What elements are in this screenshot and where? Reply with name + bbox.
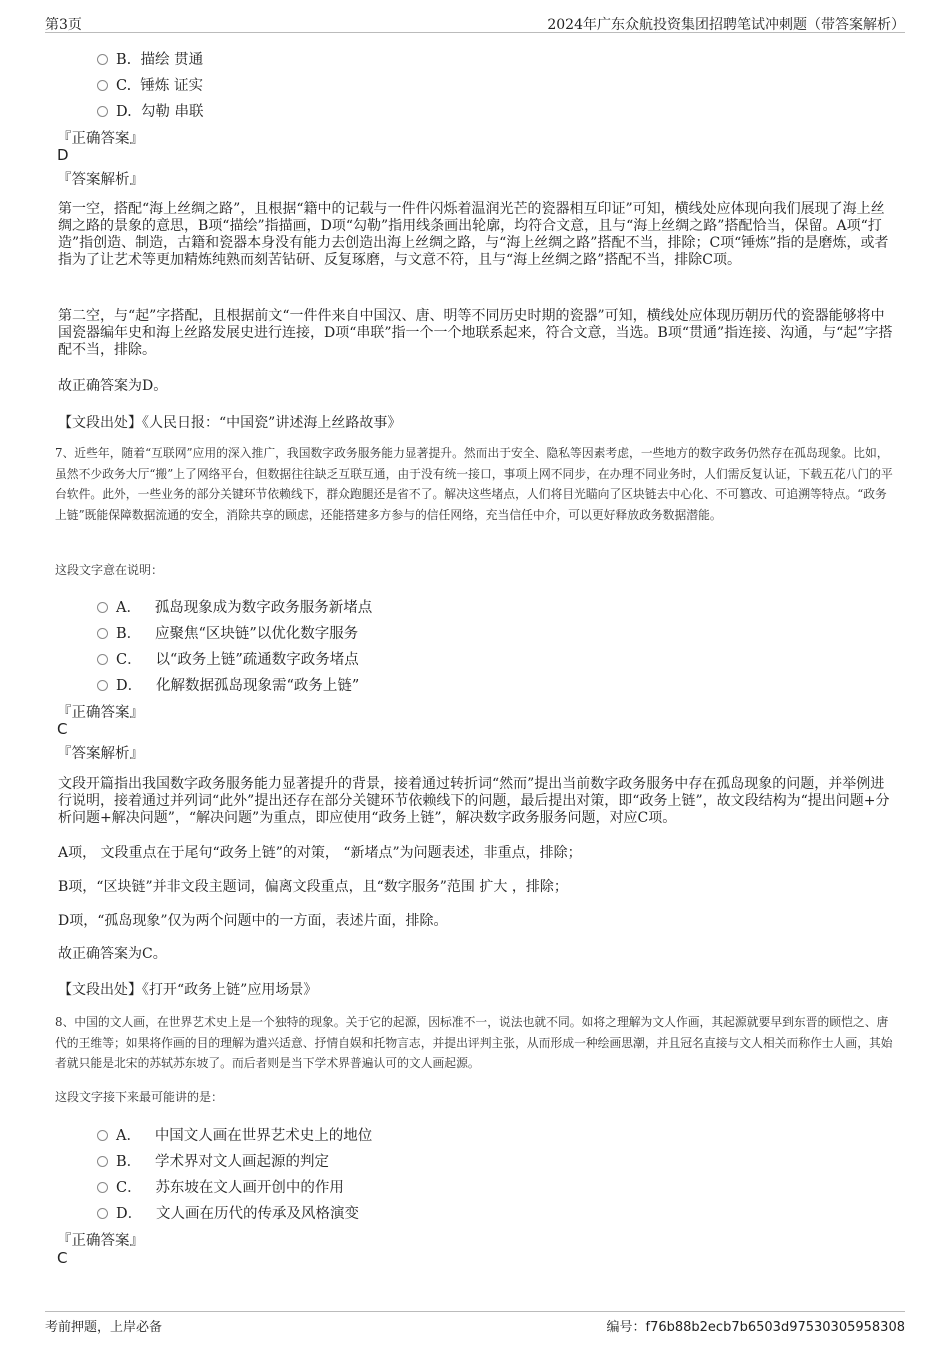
q6-analysis-label: 『答案解析』 — [57, 172, 144, 188]
q8-question-text: 8、中国的文人画，在世界艺术史上是一个独特的现象。关于它的起源，因标准不一，说法也就不同。如将之理解为文人作画，其起源就要早到东晋的顾恺之、唐代的王维等；如果将作画的目的理解为遣兴适意、抒情自娱和托物言志，并提出评判主张，从而形成一种绘画思潮，并且冠名直接与文人相关而称作士人画，其始者就只能是北宋的苏轼苏东坡了。而后者则是当下学术界普遍认可的文人画起源。 — [55, 1015, 893, 1070]
q7-analysis-label: 『答案解析』 — [57, 746, 144, 762]
radio-icon[interactable] — [97, 1156, 108, 1167]
footer-slogan: 考前押题，上岸必备 — [45, 1320, 163, 1335]
q7-correct-label: 『正确答案』 — [57, 705, 144, 721]
q8-question-ask: 这段文字接下来最可能讲的是： — [55, 1090, 224, 1104]
footer-serial: 编号：f76b88b2ecb7b6503d97530305958308 — [606, 1320, 905, 1335]
q8-option-a[interactable]: A． 中国文人画在世界艺术史上的地位 — [97, 1124, 372, 1145]
q7-answer: C — [57, 720, 68, 738]
q7-question-text: 7、近些年，随着“互联网”应用的深入推广，我国数字政务服务能力显著提升。然而出于安全、隐私等因素考虑，一些地方的数字政务仍然存在孤岛现象。比如，虽然不少政务大厅“搬”上了网络平台，但数据往往缺乏互联互通，由于没有统一接口，事项上网不同步，在办理不同业务时，人们需反复认证，下载五花八门的平台软件。此外，一些业务的部分关键环节依赖线下，群众跑腿还是省不了。解决这些堵点，人们将目光瞄向了区块链去中心化、不可篡改、可追溯等特点。“政务上链”既能保障数据流通的安全，消除共享的顾虑，还能搭建多方参与的信任网络，充当信任中介，可以更好释放政务数据潜能。 — [55, 446, 893, 522]
q6-analysis-conclusion: 故正确答案为D。 — [58, 378, 168, 394]
q7-option-c[interactable]: C． 以“政务上链”疏通数字政务堵点 — [97, 648, 359, 669]
q7-option-b[interactable]: B． 应聚焦“区块链”以优化数字服务 — [97, 622, 358, 643]
q6-source: 【文段出处】《人民日报：“中国瓷”讲述海上丝路故事》 — [58, 415, 402, 431]
q6-answer: D — [57, 146, 69, 164]
q6-analysis-paragraph: 第二空，与“起”字搭配，且根据前文“一件件来自中国汉、唐、明等不同历史时期的瓷器”可知，横线处应体现历朝历代的瓷器能够将中国瓷器编年史和海上丝路发展史进行连接，D项“串联”指一个一个地联系起来，符合文意，当选。B项“贯通”指连接、沟通，与“起”字搭配不当，排除。 — [58, 308, 893, 358]
q7-question-ask: 这段文字意在说明： — [55, 563, 164, 577]
q6-option-b[interactable]: B. 描绘 贯通 — [97, 48, 203, 69]
radio-icon[interactable] — [97, 602, 108, 613]
q6-option-c[interactable]: C. 锤炼 证实 — [97, 74, 203, 95]
q8-answer: C — [57, 1249, 68, 1267]
page-footer — [45, 1311, 905, 1335]
radio-icon[interactable] — [97, 54, 108, 65]
q8-option-c[interactable]: C． 苏东坡在文人画开创中的作用 — [97, 1176, 344, 1197]
q7-analysis-conclusion: 故正确答案为C。 — [58, 946, 167, 962]
radio-icon[interactable] — [97, 680, 108, 691]
q6-correct-label: 『正确答案』 — [57, 131, 144, 147]
radio-icon[interactable] — [97, 628, 108, 639]
q6-option-d[interactable]: D. 勾勒 串联 — [97, 100, 204, 121]
radio-icon[interactable] — [97, 106, 108, 117]
radio-icon[interactable] — [97, 1182, 108, 1193]
radio-icon[interactable] — [97, 80, 108, 91]
q7-analysis-option-b: B项，“区块链”并非文段主题词，偏离文段重点，且“数字服务”范围 扩大 ，排除； — [58, 879, 568, 895]
q7-option-d[interactable]: D． 化解数据孤岛现象需“政务上链” — [97, 674, 359, 695]
page-header — [45, 10, 905, 33]
q7-source: 【文段出处】《打开“政务上链”应用场景》 — [58, 982, 318, 998]
q7-analysis-option-a: A项， 文段重点在于尾句“政务上链”的对策， “新堵点”为问题表述，非重点，排除； — [58, 845, 582, 861]
q8-option-d[interactable]: D． 文人画在历代的传承及风格演变 — [97, 1202, 359, 1223]
document-title: 2024年广东众航投资集团招聘笔试冲刺题（带答案解析） — [547, 17, 905, 33]
page-number: 第3页 — [45, 17, 82, 33]
radio-icon[interactable] — [97, 1208, 108, 1219]
q8-option-b[interactable]: B． 学术界对文人画起源的判定 — [97, 1150, 329, 1171]
q8-correct-label: 『正确答案』 — [57, 1233, 144, 1249]
q6-analysis-paragraph: 第一空，搭配“海上丝绸之路”，且根据“籍中的记载与一件件闪烁着温润光芒的瓷器相互印证”可知，横线处应体现向我们展现了海上丝绸之路的景象的意思，B项“描绘”指描画，D项“勾勒”指用线条画出轮廓，均符合文意，且与“海上丝绸之路”搭配恰当，保留。A项“打造”指创造、制造，古籍和瓷器本身没有能力去创造出海上丝绸之路，与“海上丝绸之路”搭配不当，排除；C项“锤炼”指的是磨炼，或者指为了让艺术等更加精炼纯熟而刻苦钻研、反复琢磨，与文意不符，且与“海上丝绸之路”搭配不当，排除C项。 — [58, 201, 889, 268]
radio-icon[interactable] — [97, 1130, 108, 1141]
q7-analysis-paragraph: 文段开篇指出我国数字政务服务能力显著提升的背景，接着通过转折词“然而”提出当前数字政务服务中存在孤岛现象的问题，并举例进行说明，接着通过并列词“此外”提出还存在部分关键环节依赖线下的问题，最后提出对策，即“政务上链”，故文段结构为“提出问题+分析问题+解决问题”，“解决问题”为重点，即应使用“政务上链”，解决数字政务服务问题，对应C项。 — [58, 776, 890, 826]
radio-icon[interactable] — [97, 654, 108, 665]
q7-option-a[interactable]: A． 孤岛现象成为数字政务服务新堵点 — [97, 596, 372, 617]
q7-analysis-option-d: D项，“孤岛现象”仅为两个问题中的一方面，表述片面，排除。 — [58, 913, 448, 929]
